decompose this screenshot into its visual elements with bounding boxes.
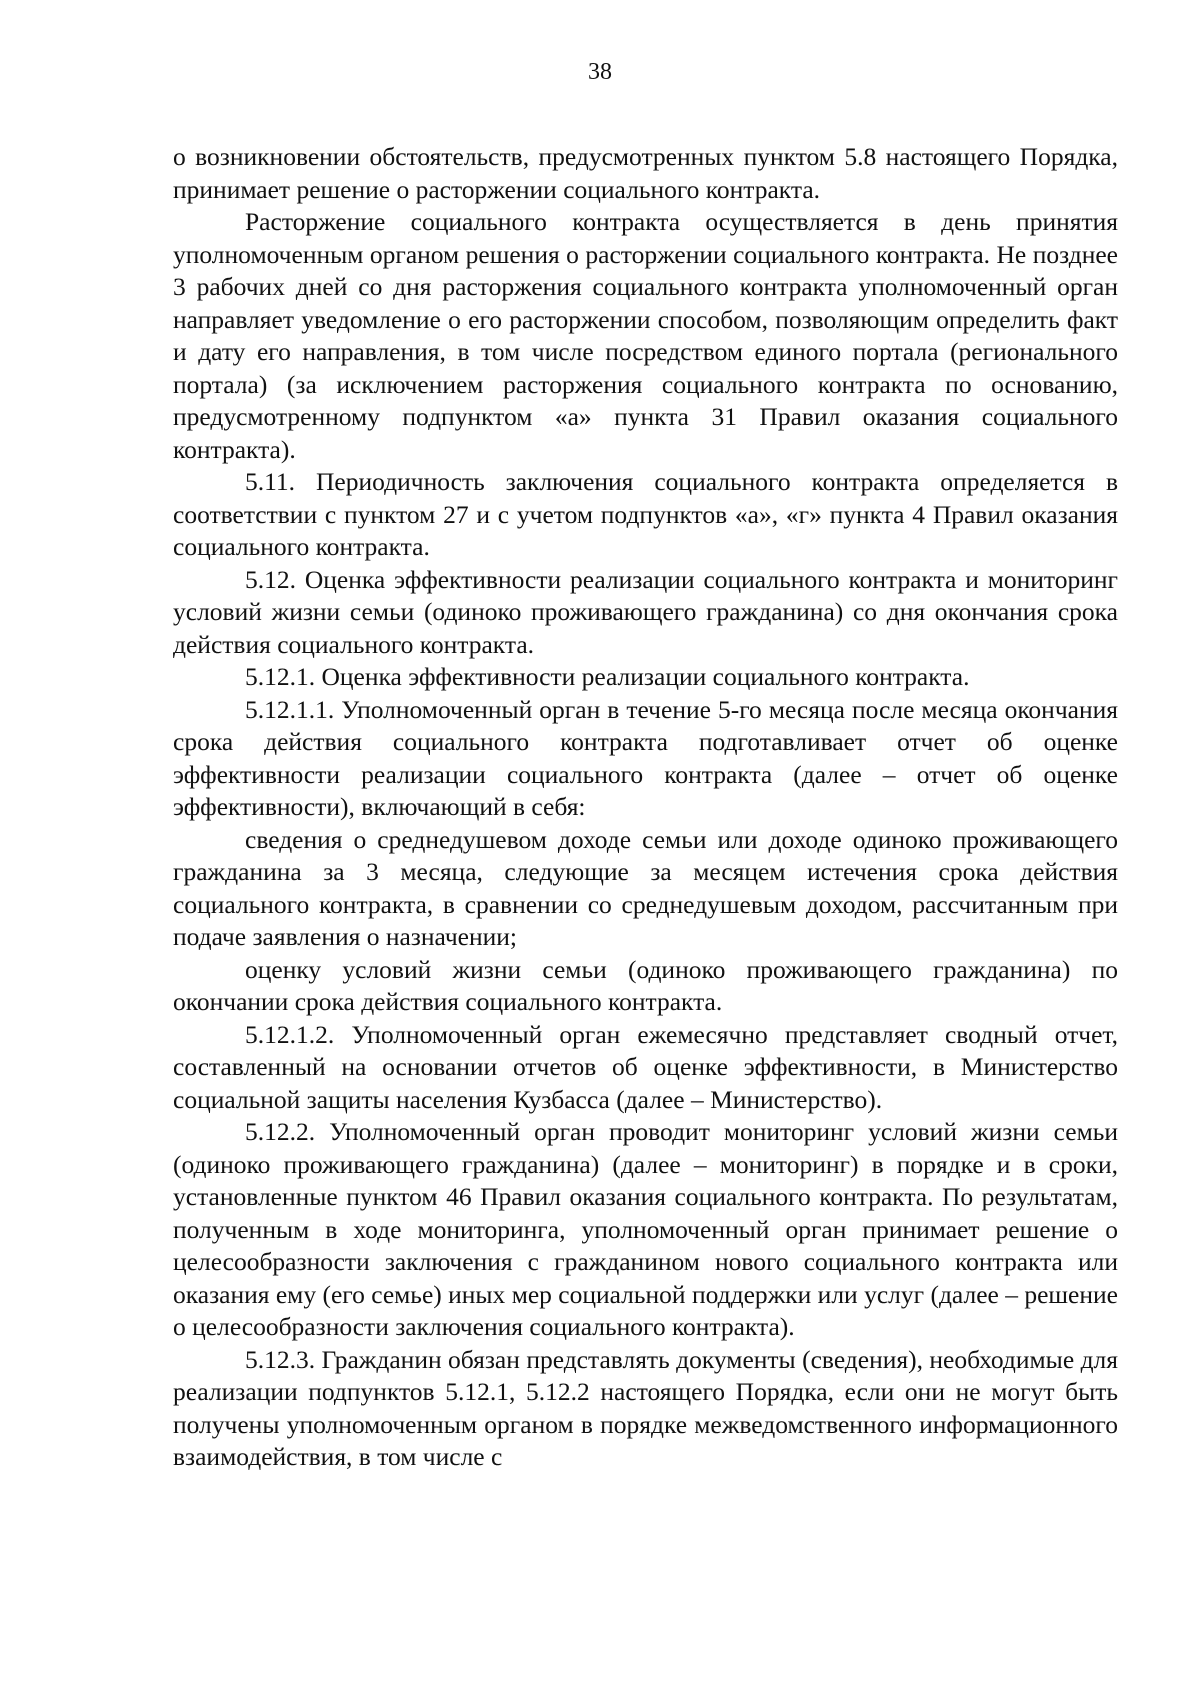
paragraph: 5.11. Периодичность заключения социального контракта определяется в соответствии с пунктом 27 и с учетом подпунктов «а», «г» пункта 4 Правил оказания социального контракта.	[173, 467, 1118, 561]
paragraph: 5.12.3. Гражданин обязан представлять документы (сведения), необходимые для реализации подпунктов 5.12.1, 5.12.2 настоящего Порядка, если они не могут быть получены уполномоченным органом в порядке межведомственного информационного взаимодействия, в том числе с	[173, 1344, 1118, 1471]
paragraph: 5.12.1.1. Уполномоченный орган в течение 5-го месяца после месяца окончания срока действия социального контракта подготавливает отчет об оценке эффективности реализации социального контракта (далее – отчет об оценке эффективности), включающий в себя:	[173, 694, 1118, 821]
paragraph: 5.12.2. Уполномоченный орган проводит мониторинг условий жизни семьи (одиноко проживающего гражданина) (далее – мониторинг) в порядке и в сроки, установленные пунктом 46 Правил оказания социального контракта. По результатам, полученным в ходе мониторинга, уполномоченный орган принимает решение о целесообразности заключения с гражданином нового социального контракта или оказания ему (его семье) иных мер социальной поддержки или услуг (далее – решение о целесообразности заключения социального контракта).	[173, 1117, 1118, 1341]
paragraph: 5.12. Оценка эффективности реализации социального контракта и мониторинг условий жизни семьи (одиноко проживающего гражданина) со дня окончания срока действия социального контракта.	[173, 564, 1118, 659]
paragraph: сведения о среднедушевом доходе семьи или доходе одиноко проживающего гражданина за 3 месяца, следующие за месяцем истечения срока действия социального контракта, в сравнении со среднедушевым доходом, рассчитанным при подаче заявления о назначении;	[173, 824, 1118, 951]
paragraph: оценку условий жизни семьи (одиноко проживающего гражданина) по окончании срока действия социального контракта.	[173, 954, 1118, 1016]
page-number: 38	[588, 59, 612, 85]
paragraph: о возникновении обстоятельств, предусмотренных пунктом 5.8 настоящего Порядка, принимает решение о расторжении социального контракта.	[173, 142, 1118, 204]
paragraph: Расторжение социального контракта осуществляется в день принятия уполномоченным органом решения о расторжении социального контракта. Не позднее 3 рабочих дней со дня расторжения социального контракта уполномоченный орган направляет уведомление о его расторжении способом, позволяющим определить факт и дату его направления, в том числе посредством единого портала (регионального портала) (за исключением расторжения социального контракта по основанию, предусмотренному подпунктом «а» пункта 31 Правил оказания социального контракта).	[173, 207, 1118, 464]
document-body	[173, 141, 1118, 1474]
paragraph: 5.12.1.2. Уполномоченный орган ежемесячно представляет сводный отчет, составленный на основании отчетов об оценке эффективности, в Министерство социальной защиты населения Кузбасса (далее – Министерство).	[173, 1019, 1118, 1114]
paragraph: 5.12.1. Оценка эффективности реализации социального контракта.	[245, 662, 970, 691]
